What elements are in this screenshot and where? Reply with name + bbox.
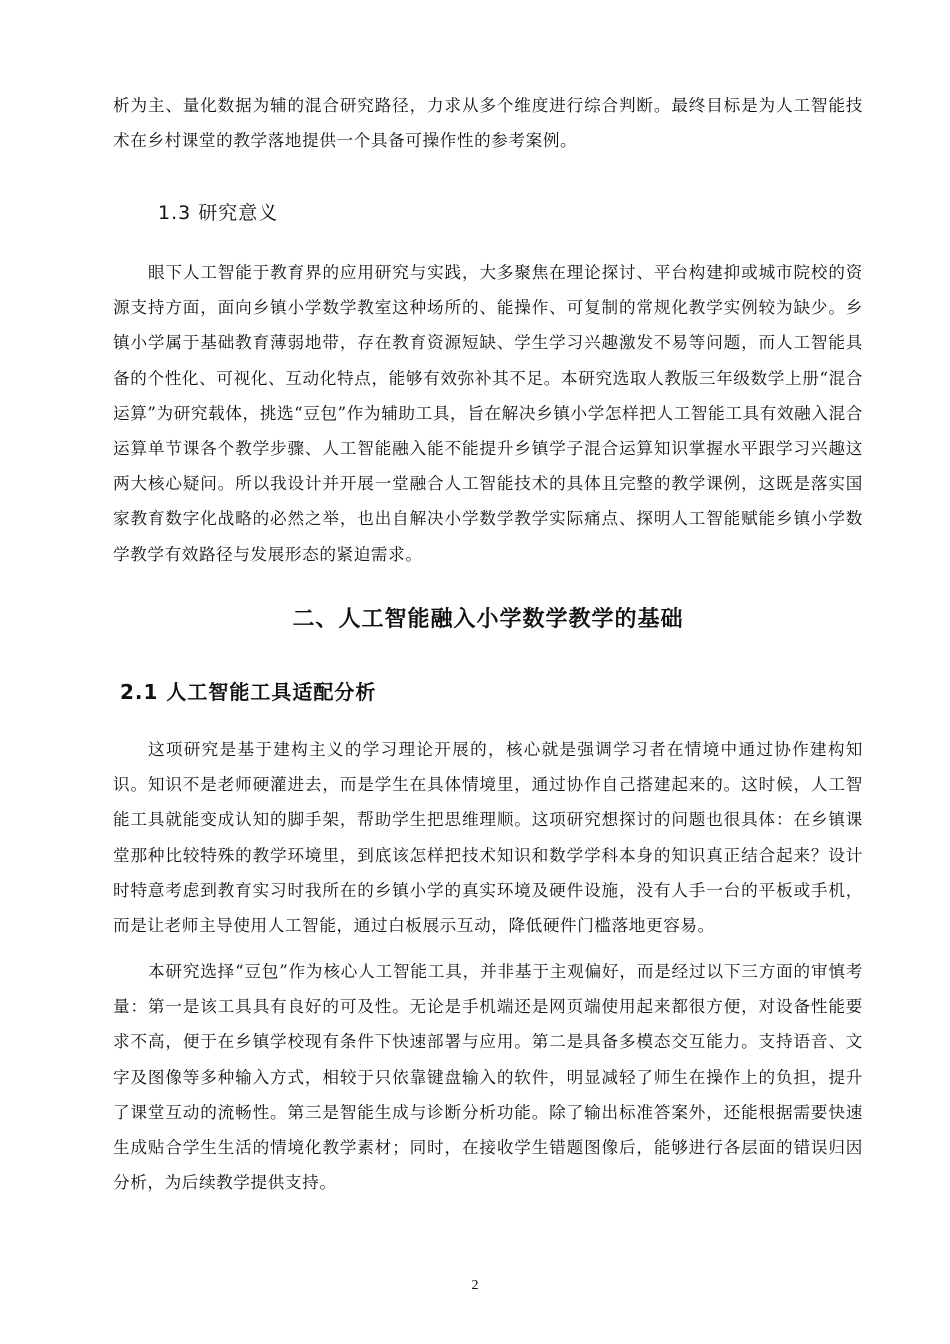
paragraph-ai-tool-fit-2: 本研究选择“豆包”作为核心人工智能工具，并非基于主观偏好，而是经过以下三方面的审慎考量：第一是该工具具有良好的可及性。无论是手机端还是网页端使用起来都很方便，对设备性能要求不高，便于在乡镇学校现有条件下快速部署与应用。第二是具备多模态交互能力。支持语音、文字及图像等多种输入方式，相较于只依靠键盘输入的软件，明显减轻了师生在操作上的负担，提升了课堂互动的流畅性。第三是智能生成与诊断分析功能。除了输出标准答案外，还能根据需要快速生成贴合学生生活的情境化教学素材；同时，在接收学生错题图像后，能够进行各层面的错误归因分析，为后续教学提供支持。 bbox=[113, 962, 863, 1193]
paragraph-intro-continued: 析为主、量化数据为辅的混合研究路径，力求从多个维度进行综合判断。最终目标是为人工智能技术在乡村课堂的教学落地提供一个具备可操作性的参考案例。 bbox=[113, 96, 863, 151]
paragraph-research-significance: 眼下人工智能于教育界的应用研究与实践，大多聚焦在理论探讨、平台构建抑或城市院校的资源支持方面，面向乡镇小学数学教室这种场所的、能操作、可复制的常规化教学实例较为缺少。乡镇小学属于基础教育薄弱地带，存在教育资源短缺、学生学习兴趣激发不易等问题，而人工智能具备的个性化、可视化、互动化特点，能够有效弥补其不足。本研究选取人教版三年级数学上册“混合运算”为研究载体，挑选“豆包”作为辅助工具，旨在解决乡镇小学怎样把人工智能工具有效融入混合运算单节课各个教学步骤、人工智能融入能不能提升乡镇学子混合运算知识掌握水平跟学习兴趣这两大核心疑问。所以我设计并开展一堂融合人工智能技术的具体且完整的教学课例，这既是落实国家教育数字化战略的必然之举，也出自解决小学数学教学实际痛点、探明人工智能赋能乡镇小学数学教学有效路径与发展形态的紧迫需求。 bbox=[113, 263, 863, 564]
chapter-heading-2: 二、人工智能融入小学数学教学的基础 bbox=[292, 607, 684, 632]
paragraph-ai-tool-fit-1: 这项研究是基于建构主义的学习理论开展的，核心就是强调学习者在情境中通过协作建构知识。知识不是老师硬灌进去，而是学生在具体情境里，通过协作自己搭建起来的。这时候，人工智能工具就能变成认知的脚手架，帮助学生把思维理顺。这项研究想探讨的问题也很具体：在乡镇课堂那种比较特殊的教学环境里，到底该怎样把技术知识和数学学科本身的知识真正结合起来？设计时特意考虑到教育实习时我所在的乡镇小学的真实环境及硬件设施，没有人手一台的平板或手机，而是让老师主导使用人工智能，通过白板展示互动，降低硬件门槛落地更容易。 bbox=[113, 740, 863, 936]
section-heading-1-3: 1.3 研究意义 bbox=[158, 202, 279, 224]
section-heading-2-1: 2.1 人工智能工具适配分析 bbox=[120, 680, 377, 704]
page-number: 2 bbox=[471, 1278, 479, 1293]
